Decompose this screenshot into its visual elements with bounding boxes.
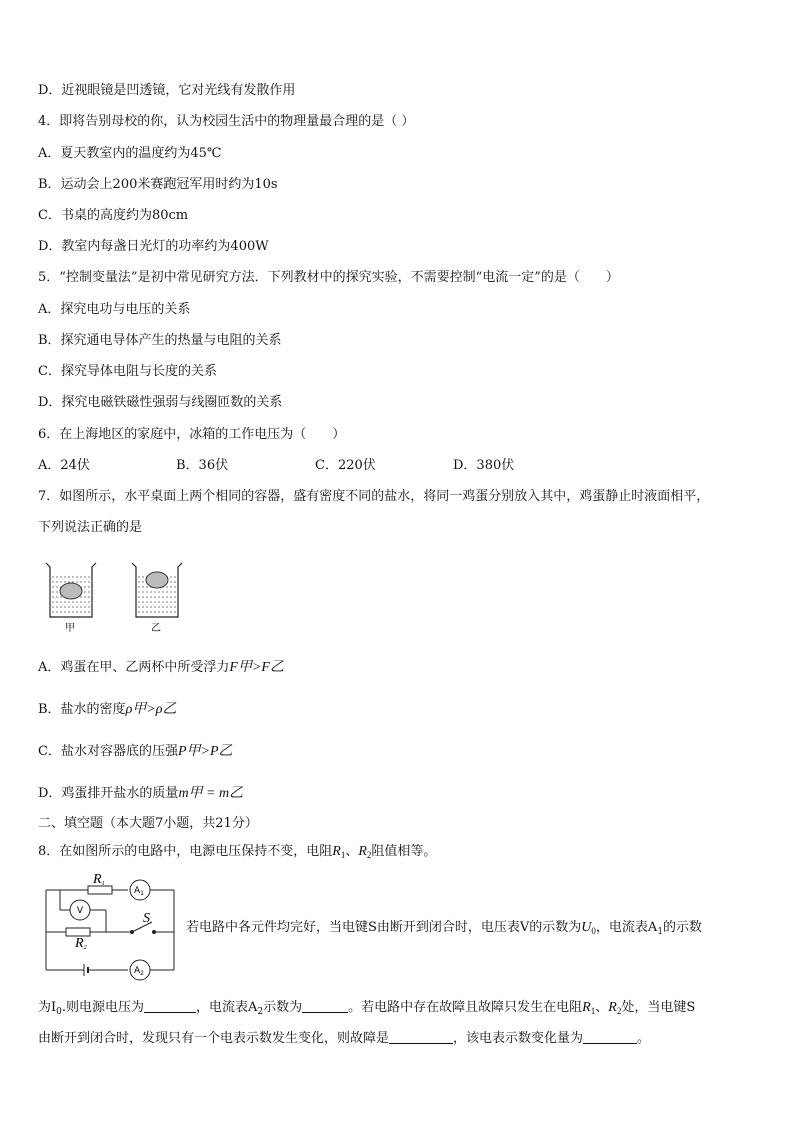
egg-yi xyxy=(146,572,168,588)
q8-sep: 、 xyxy=(345,844,359,859)
q5-option-b: B．探究通电导体产生的热量与电阻的关系 xyxy=(38,333,282,348)
q4-option-b: B．运动会上200米赛跑冠军用时约为10s xyxy=(38,177,278,192)
q8-line3-c: 。 xyxy=(637,1031,651,1046)
q7-option-a xyxy=(38,660,284,676)
q8-line2-e: 。若电路中存在故障且故障只发生在电阻 xyxy=(348,1000,583,1015)
q7-option-c xyxy=(38,744,233,760)
q8-line3-a: 由断开到闭合时，发现只有一个电表示数发生变化，则故障是 xyxy=(38,1031,390,1046)
q6-option-b: B．36伏 xyxy=(176,458,229,473)
resistor-r2 xyxy=(66,928,90,936)
q4-option-a: A．夏天教室内的温度约为45℃ xyxy=(38,146,222,161)
beaker-jia xyxy=(46,563,96,617)
label-a1: $A_1$ xyxy=(134,886,144,897)
q8-r1: $R_1$ xyxy=(332,844,346,860)
q8-line3-b: ，该电表示数变化量为 xyxy=(453,1031,584,1046)
figure-label-jia: 甲 xyxy=(65,623,75,634)
q6-option-d: D．380伏 xyxy=(453,458,515,473)
label-r1: R1 xyxy=(93,874,105,887)
label-s: S xyxy=(143,911,150,926)
section-title: 二、填空题（本大题7小题，共21分） xyxy=(38,816,258,831)
q4-option-c: C．书桌的高度约为80cm xyxy=(38,208,189,223)
q8-stem-end: 阻值相等。 xyxy=(371,844,437,859)
q8-line2-r1: $R_1$ xyxy=(582,1000,596,1016)
figure-label-yi: 乙 xyxy=(151,623,161,634)
q4-option-d: D．教室内每盏日光灯的功率约为400W xyxy=(38,239,269,254)
q7-option-b-formula: ρ甲>ρ乙 xyxy=(125,702,177,717)
q7-option-c-text: C．盐水对容器底的压强 xyxy=(38,744,178,759)
q5-option-a: A．探究电功与电压的关系 xyxy=(38,302,191,317)
resistor-r1 xyxy=(88,886,112,894)
q6-option-c: C．220伏 xyxy=(315,458,376,473)
q8-line1-c: 的示数 xyxy=(663,920,703,935)
q5-option-d: D．探究电磁铁磁性强弱与线圈匝数的关系 xyxy=(38,395,283,410)
q7-option-a-formula: F甲>F乙 xyxy=(229,660,284,675)
q5-option-c: C．探究导体电阻与长度的关系 xyxy=(38,364,217,379)
egg-jia xyxy=(60,583,82,599)
q8-line2-r2: $R_2$ xyxy=(608,1000,622,1016)
q8-line1-a: 若电路中各元件均完好，当电键S由断开到闭合时，电压表V的示数为 xyxy=(186,920,582,935)
q8-stem-text: 8．在如图所示的电路中，电源电压保持不变，电阻 xyxy=(38,844,333,859)
q8-line2-d: 示数为 xyxy=(263,1000,303,1015)
q6-option-a: A．24伏 xyxy=(38,458,90,473)
q8-line2-b: .则电源电压为 xyxy=(61,1000,145,1015)
blank-2[interactable] xyxy=(302,1000,348,1013)
q8-r2: $R_2$ xyxy=(358,844,372,860)
q8-line2-c: ，电流表A xyxy=(196,1000,258,1015)
q7-option-d xyxy=(38,786,243,802)
label-a2: $A_2$ xyxy=(134,966,144,977)
q3-option-d: D．近视眼镜是凹透镜，它对光线有发散作用 xyxy=(38,83,296,98)
q7-option-b-text: B．盐水的密度 xyxy=(38,702,126,717)
blank-4[interactable] xyxy=(583,1031,637,1044)
q8-line3 xyxy=(38,1031,650,1047)
q8-stem xyxy=(38,844,436,863)
q4-stem: 4．即将告别母校的你，认为校园生活中的物理量最合理的是（ ） xyxy=(38,114,415,129)
q7-option-d-formula: m甲 = m乙 xyxy=(178,786,244,801)
q7-option-b xyxy=(38,702,176,718)
beaker-yi xyxy=(132,563,182,617)
q8-line2-a: 为I xyxy=(38,1000,57,1015)
q7-option-c-formula: P甲>P乙 xyxy=(177,744,233,759)
q5-stem: 5．“控制变量法”是初中常见研究方法．下列教材中的探究实验，不需要控制“电流一定”的是（ ） xyxy=(38,270,619,285)
q7-stem-line1: 7．如图所示，水平桌面上两个相同的容器，盛有密度不同的盐水，将同一鸡蛋分别放入其中，鸡蛋静止时液面相平， xyxy=(38,489,710,504)
q8-line2-f: 处，当电键S xyxy=(621,1000,696,1015)
q6-stem: 6．在上海地区的家庭中，冰箱的工作电压为（ ） xyxy=(38,427,346,442)
q7-beaker-figure xyxy=(40,555,190,637)
q7-option-a-text: A．鸡蛋在甲、乙两杯中所受浮力 xyxy=(38,660,230,675)
label-r2: R2 xyxy=(75,936,87,951)
blank-1[interactable] xyxy=(144,1000,196,1013)
blank-3[interactable] xyxy=(389,1031,453,1044)
q8-line1-b: ，电流表A xyxy=(595,920,658,935)
q8-line2: 为$I_0$.则电源电压为 ，电流表$A_2$示数为 。若电路中存在故障且故障只发生在电阻$R_1$、$R_2$处，当电键S xyxy=(38,1000,696,1017)
q7-option-d-text: D．鸡蛋排开盐水的质量 xyxy=(38,786,179,801)
q7-stem-line2: 下列说法正确的是 xyxy=(38,520,143,535)
q8-circuit-diagram xyxy=(40,874,180,982)
label-v: V xyxy=(76,906,84,916)
q8-u0: $U_0$ xyxy=(581,920,596,936)
q8-line1: 若电路中各元件均完好，当电键S由断开到闭合时，电压表V的示数为$U_0$，电流表$A_1$的示数 xyxy=(186,920,703,937)
